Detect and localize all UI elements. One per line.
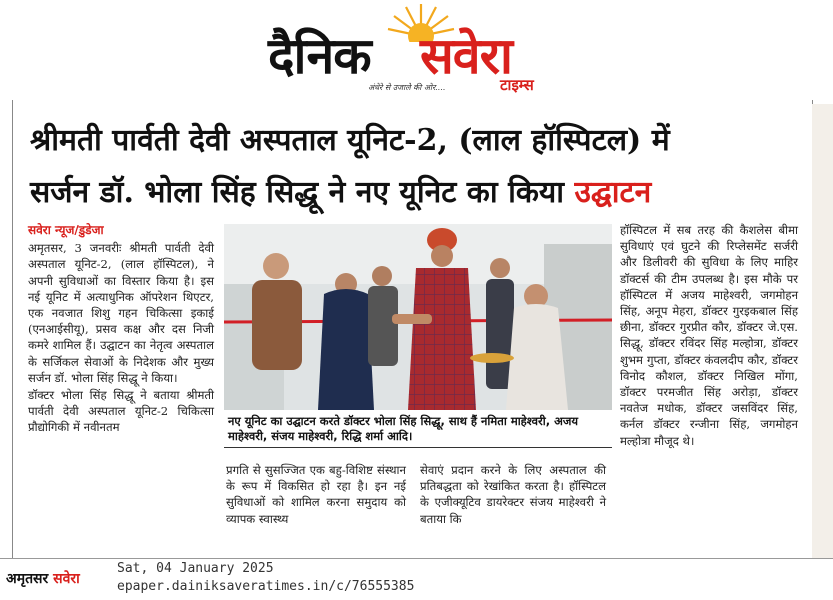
footer-brand-red: सवेरा: [53, 571, 80, 587]
edition-label: टाइम्स: [500, 76, 534, 94]
article-paragraph: हॉस्पिटल में सब तरह की कैशलेस बीमा सुविधाएं एवं घुटने की रिप्लेसमेंट सर्जरी और डिलीवरी की सुविधा के लिए माहिर डॉक्टर्स की टीम उपलब्ध है। इस मौके पर हॉस्पिटल में अजय माहेश्वरी, जगमोहन सिंह, अनूप मेहरा, डॉक्टर गुरइकबाल सिंह छीना, डॉक्टर गुरप्रीत कौर, डॉक्टर जे.एस. सिद्धू, डॉक्टर रविंदर सिंह मल्होत्रा, डॉक्टर शुभम गुप्ता, डॉक्टर कंवलदीप कौर, डॉक्टर विनोद कौशल, डॉक्टर निखिल मोंगा, डॉक्टर परमजीत सिंह अरोड़ा, डॉक्टर नवतेज मधोक, डॉक्टर जसविंदर सिंह, कर्नल डॉक्टर रन्जीना सिंह, जगमोहन मल्होत्रा मौजूद थे।: [620, 223, 798, 448]
masthead: [0, 0, 833, 100]
headline-line-2: [30, 170, 651, 211]
article-column-3: [420, 462, 606, 528]
photo-caption: नए यूनिट का उद्घाटन करते डॉक्टर भोला सिंह सिद्धू, साथ हैं नमिता माहेश्वरी, अजय माहेश्वरी, संजय माहेश्वरी, रिद्धि शर्मा आदि।: [224, 412, 612, 448]
epaper-footer: [0, 558, 833, 600]
event-photo: [224, 224, 612, 410]
headline-highlight: उद्घाटन: [574, 175, 652, 210]
logo-text-red: सवेरा: [420, 26, 512, 85]
newspaper-logo[interactable]: [268, 18, 568, 98]
article-paragraph: डॉक्टर भोला सिंह सिद्धू ने बताया श्रीमती पार्वती देवी अस्पताल यूनिट-2 चिकित्सा प्रौद्योगिकी में नवीनतम: [28, 388, 214, 435]
headline-line-1: श्रीमती पार्वती देवी अस्पताल यूनिट-2, (लाल हॉस्पिटल) में: [30, 123, 670, 158]
article-column-2: [226, 462, 406, 528]
article-paragraph: प्रगति से सुसज्जित एक बहु-विशिष्ट संस्थान के रूप में विकसित हो रहा है। इन नई सुविधाओं को शामिल करना समुदाय को व्यापक स्वास्थ्य: [226, 463, 406, 526]
ribbon-cutting-photo-image: [224, 224, 612, 410]
headline-line-2-text: सर्जन डॉ. भोला सिंह सिद्धू ने नए यूनिट का किया: [30, 175, 565, 210]
logo-text-black: दैनिक: [268, 26, 371, 85]
article-paragraph: अमृतसर, 3 जनवरीः श्रीमती पार्वती देवी अस्पताल यूनिट-2, (लाल हॉस्पिटल), ने अपनी सुविधाओं का विस्तार किया है। इस नई यूनिट में अत्याधुनिक ऑपरेशन थिएटर, एक नवजात शिशु गहन चिकित्सा इकाई (एनआईसीयू), प्रसव कक्ष और दस निजी कमरे शामिल हैं। उद्घाटन का नेतृत्व अस्पताल के सर्जिकल सेवाओं के निदेशक और मुख्य सर्जन डॉ. भोला सिंह सिद्धू ने किया।: [28, 241, 214, 385]
left-border: [12, 100, 13, 570]
adjacent-page-strip: [812, 104, 833, 560]
article-paragraph: सेवाएं प्रदान करने के लिए अस्पताल की प्रतिबद्धता को रेखांकित करता है। हॉस्पिटल के एजीक्यूटिव डायरेक्टर संजय माहेश्वरी ने बताया कि: [420, 463, 606, 526]
article-column-1: [28, 222, 214, 437]
byline: सवेरा न्यूज/डुडेजा: [28, 223, 104, 237]
epaper-url-link[interactable]: epaper.dainiksaveratimes.in/c/76555385: [117, 579, 415, 594]
publication-date: Sat, 04 January 2025: [117, 561, 274, 576]
footer-brand-logo[interactable]: [6, 569, 80, 588]
article-column-4: [620, 222, 798, 450]
tagline: अंधेरे से उजाले की ओर....: [368, 83, 446, 92]
footer-brand-black: अमृतसर: [6, 571, 49, 587]
